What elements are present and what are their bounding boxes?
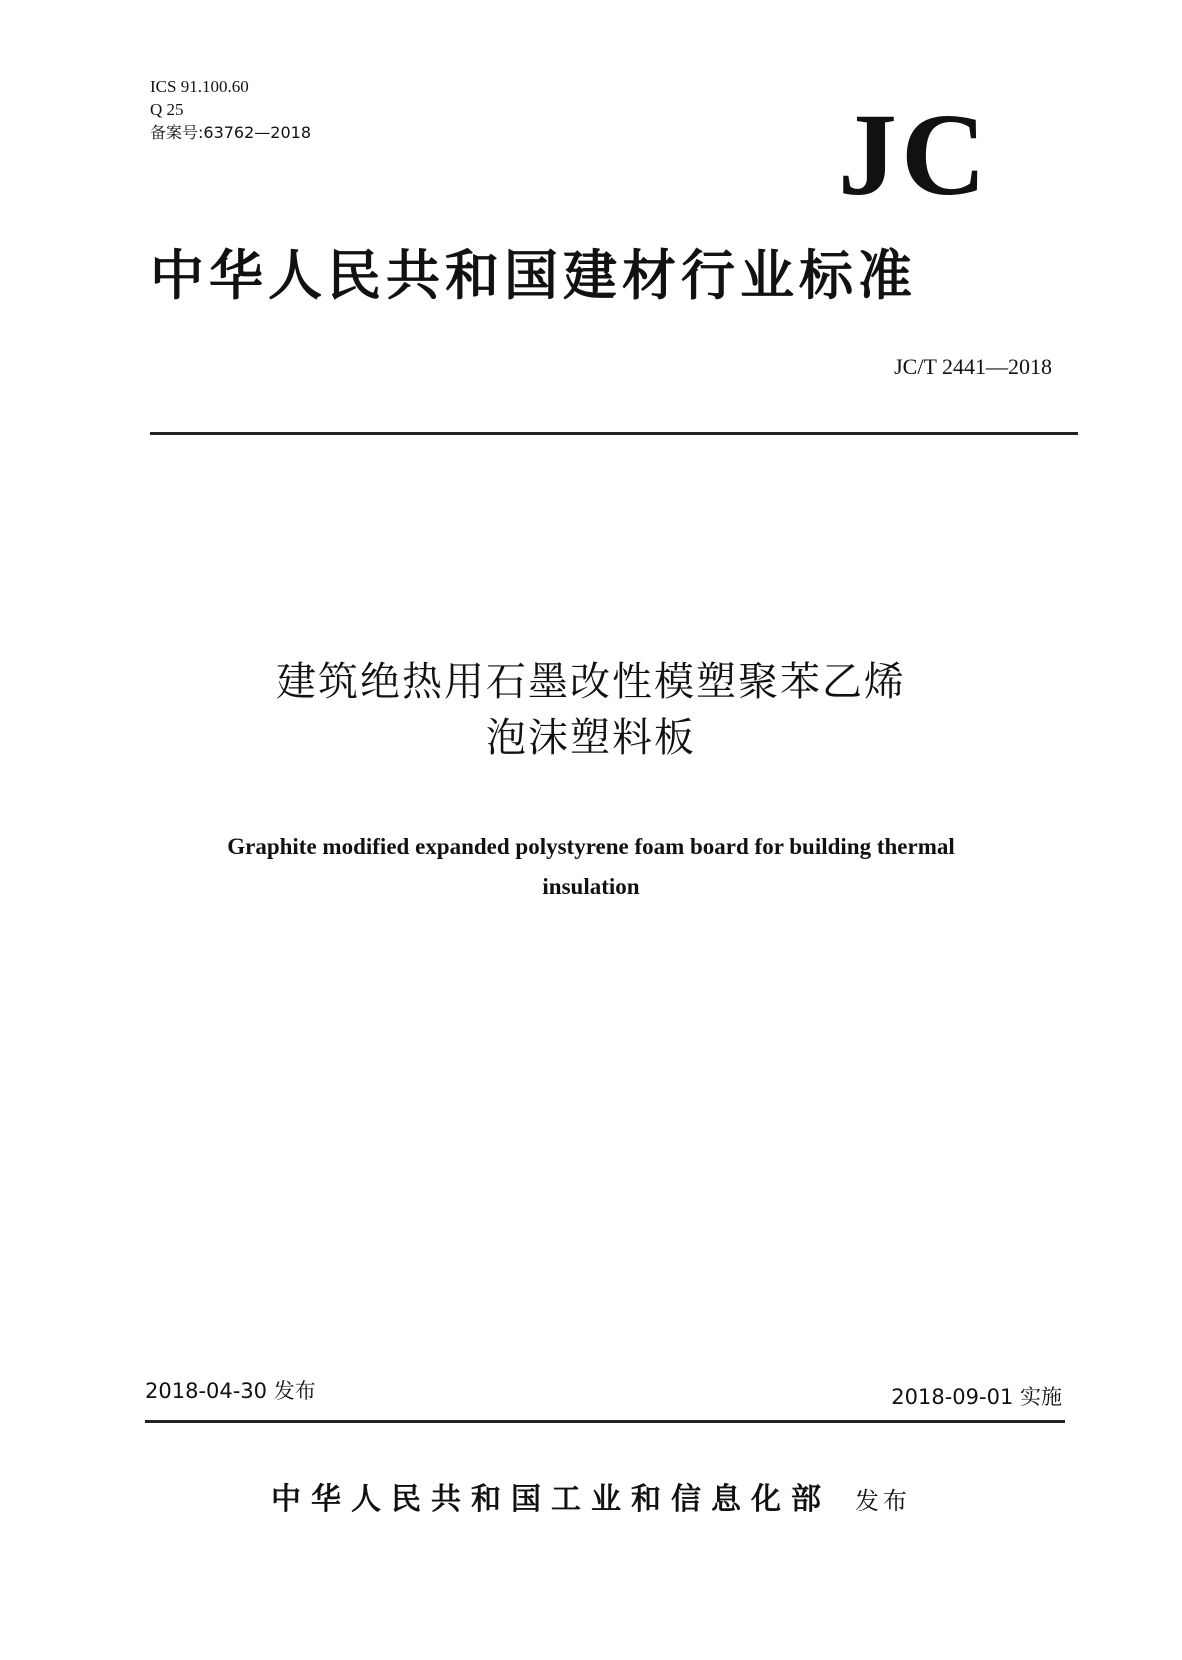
jc-logo: JC (838, 89, 991, 220)
issue-date: 2018-04-30 发布 (145, 1379, 316, 1403)
standard-category-title: 中华人民共和国建材行业标准 (150, 244, 917, 307)
top-divider (150, 432, 1078, 435)
implementation-date: 2018-09-01 实施 (891, 1385, 1062, 1409)
publisher-name: 中华人民共和国工业和信息化部 (271, 1482, 831, 1517)
publisher-suffix: 发布 (855, 1487, 911, 1515)
ccs-code: Q 25 (150, 100, 184, 119)
standard-number: JC/T 2441—2018 (894, 354, 1052, 379)
bottom-divider (145, 1420, 1065, 1423)
chinese-title-line-2: 泡沫塑料板 (486, 715, 696, 761)
ics-code: ICS 91.100.60 (150, 77, 249, 96)
english-title-line-2: insulation (542, 874, 640, 899)
record-number: 备案号:63762—2018 (150, 123, 312, 142)
publisher (120, 1480, 1062, 1521)
english-title-line-1: Graphite modified expanded polystyrene foam board for building thermal (227, 834, 955, 859)
chinese-title-line-1: 建筑绝热用石墨改性模塑聚苯乙烯 (276, 659, 906, 705)
